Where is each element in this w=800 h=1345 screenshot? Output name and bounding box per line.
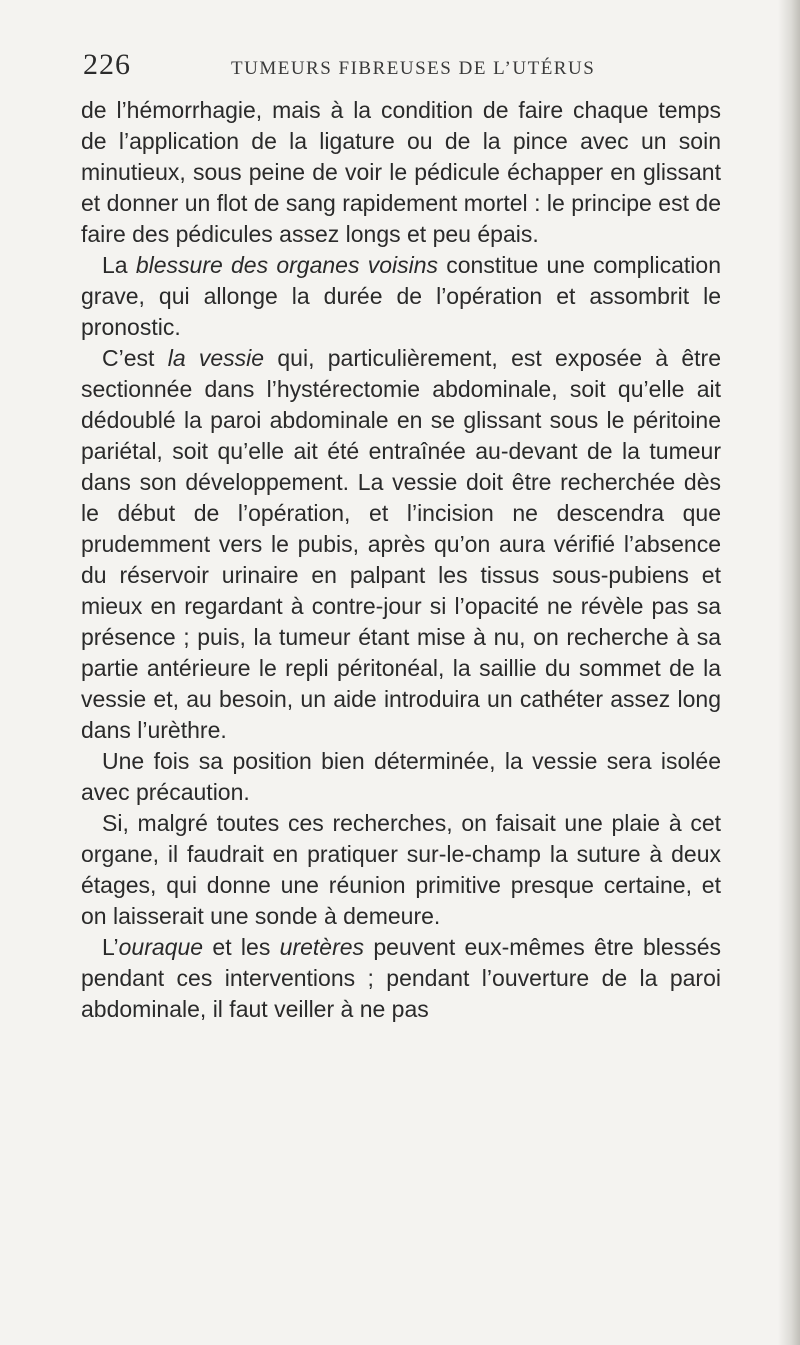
page-number: 226 [83,48,131,81]
paragraph-4: Une fois sa position bien déterminée, la vessie sera isolée avec précaution. [81,748,721,805]
paragraph-2-lead: La [102,252,136,278]
paragraph-6-mid: et les [203,934,280,960]
paragraph-6 [81,932,721,1025]
paragraph-6-rest: peuvent eux-mêmes être blessés pendant ces interventions ; pendant l’ouverture de la paroi abdominale, il faut veiller à ne pas [81,934,721,1022]
running-title: TUMEURS FIBREUSES DE L’UTÉRUS [231,58,596,79]
paragraph-2-rest: constitue une complication grave, qui allonge la durée de l’opération et assombrit le pronostic. [81,252,721,340]
paragraph-2-italic: blessure des organes voisins [135,252,438,278]
paragraph-3-rest: qui, particulièrement, est exposée à être sectionnée dans l’hystérectomie abdominale, soit qu’elle ait dédoublé la paroi abdominale en se glissant sous le péritoine pariétal, soit qu’elle ait été entraînée au-devant de la tumeur dans son développement. La vessie doit être recherchée dès le début de l’opération, et l’incision ne descendra que prudemment vers le pubis, après qu’on aura vérifié l’absence du réservoir urinaire en palpant les tissus sous-pubiens et mieux en regardant à contre-jour si l’opacité ne révèle pas sa présence ; puis, la tumeur étant mise à nu, on recherche à sa partie antérieure le repli péritonéal, la saillie du sommet de la vessie et, au besoin, un aide introduira un cathéter assez long dans l’urèthre. [81,345,722,743]
paragraph-6-italic-1: ouraque [118,934,204,960]
body-text [81,95,721,1025]
paragraph-3 [81,343,721,746]
page-edge-shadow [778,0,800,1345]
page-header [83,42,723,92]
paragraph-5: Si, malgré toutes ces recherches, on faisait une plaie à cet organe, il faudrait en pratiquer sur-le-champ la suture à deux étages, qui donne une réunion primitive presque certaine, et on laisserait une sonde à demeure. [81,810,721,929]
paragraph-6-italic-2: uretères [279,934,365,960]
paragraph-6-lead: L’ [102,934,119,960]
paragraph-3-italic: la vessie [167,345,265,371]
paragraph-2 [81,250,721,343]
paragraph-1: de l’hémorrhagie, mais à la condition de faire chaque temps de l’application de la ligature ou de la pince avec un soin minutieux, sous peine de voir le pédicule échapper en glissant et donner un flot de sang rapidement mortel : le principe est de faire des pédicules assez longs et peu épais. [81,97,721,247]
paragraph-3-lead: C’est [102,345,168,371]
